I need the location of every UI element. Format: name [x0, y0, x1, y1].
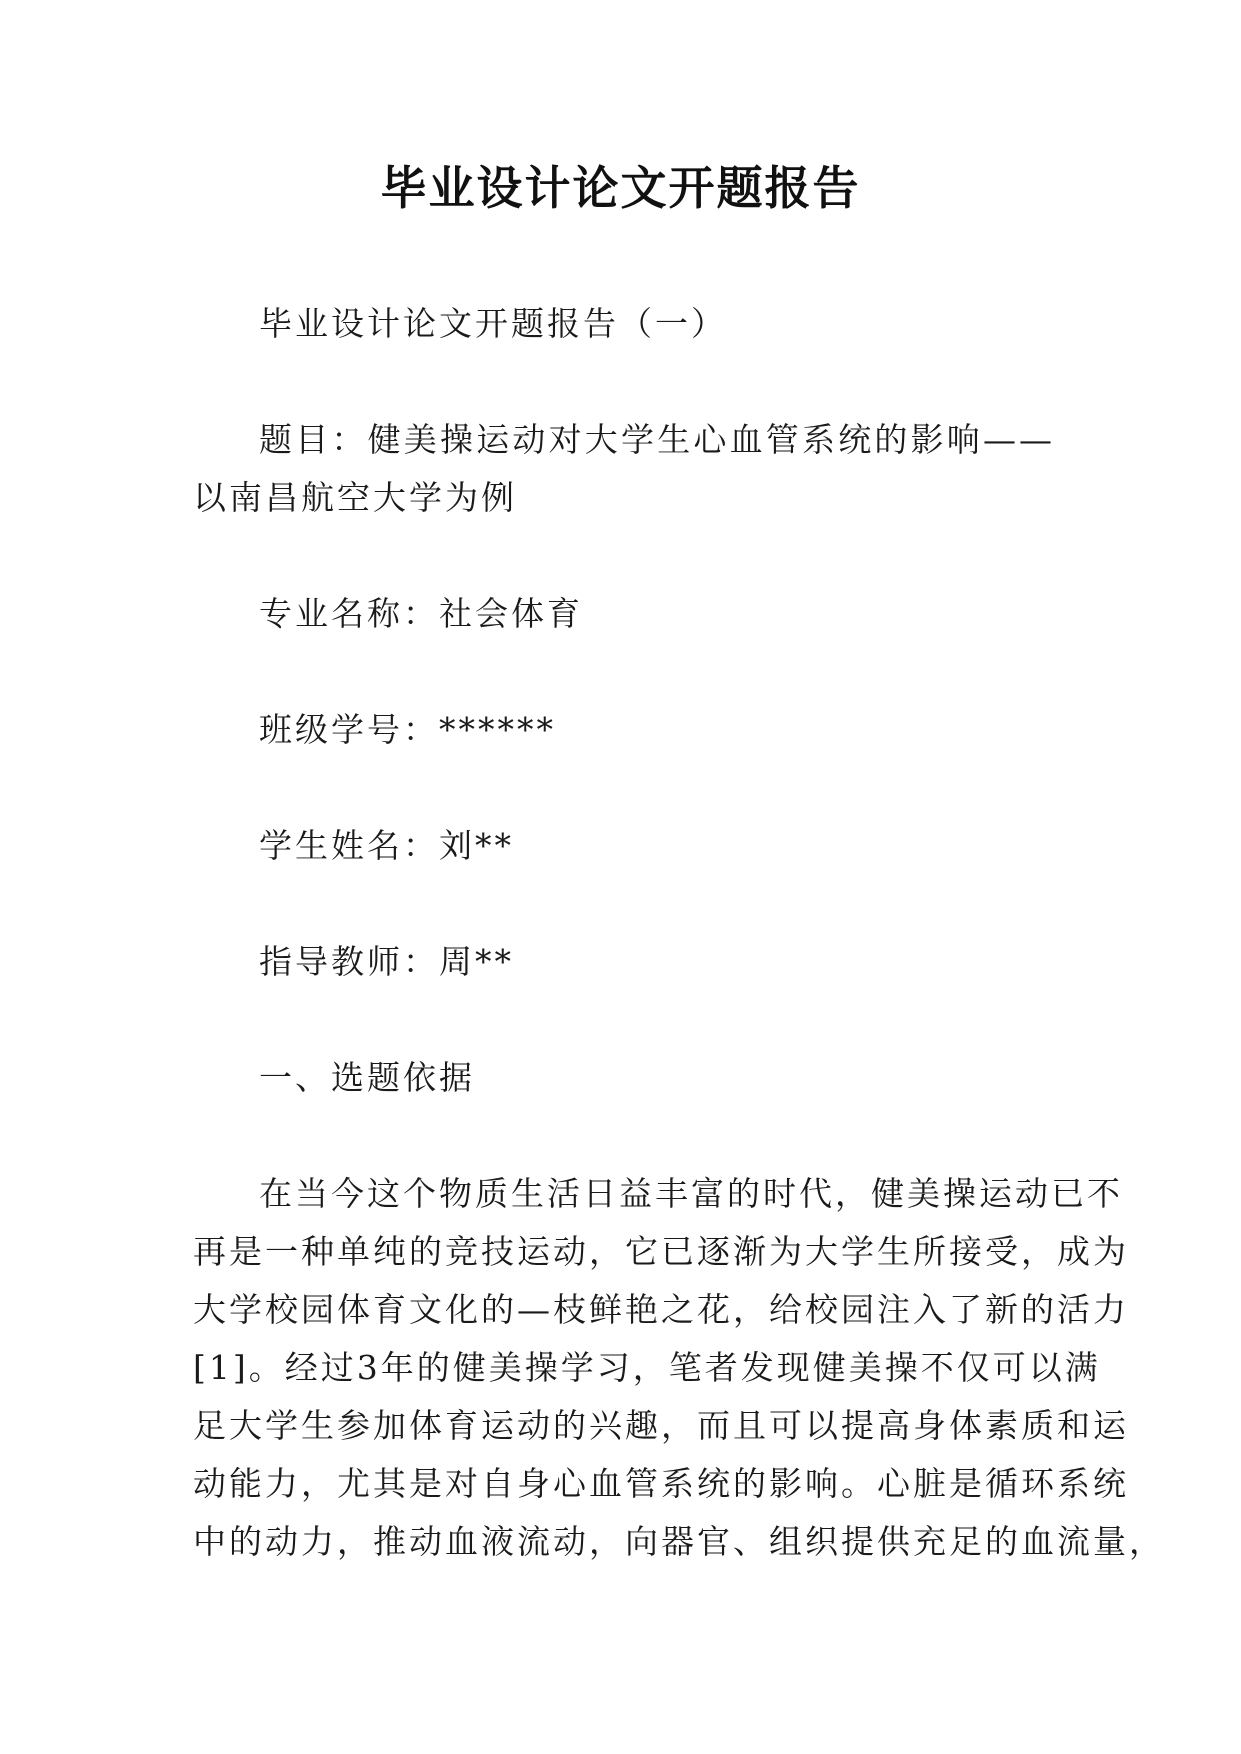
paragraph-line: 中的动力，推动血液流动，向器官、组织提供充足的血流量，	[193, 1522, 1165, 1561]
document-title: 毕业设计论文开题报告	[380, 161, 861, 215]
advisor-field: 指导教师：周**	[259, 942, 514, 981]
paragraph-line: 在当今这个物质生活日益丰富的时代，健美操运动已不	[259, 1174, 1123, 1213]
paragraph-line: 大学校园体育文化的—枝鲜艳之花，给校园注入了新的活力	[193, 1290, 1129, 1329]
student-name-field: 学生姓名：刘**	[259, 826, 514, 865]
paragraph-line: 再是一种单纯的竞技运动，它已逐渐为大学生所接受，成为	[193, 1232, 1129, 1271]
paragraph-line: 动能力，尤其是对自身心血管系统的影响。心脏是循环系统	[193, 1464, 1129, 1503]
class-id-field: 班级学号：******	[259, 710, 556, 749]
major-field: 专业名称：社会体育	[259, 594, 583, 633]
report-subtitle: 毕业设计论文开题报告（一）	[259, 304, 727, 343]
paragraph-line: 足大学生参加体育运动的兴趣，而且可以提高身体素质和运	[193, 1406, 1129, 1445]
topic-field: 题目：健美操运动对大学生心血管系统的影响——以南昌航空大学为例	[193, 420, 1055, 517]
section-heading: 一、选题依据	[259, 1058, 475, 1097]
paragraph-line: [1]。经过3年的健美操学习，笔者发现健美操不仅可以满	[193, 1348, 1101, 1387]
